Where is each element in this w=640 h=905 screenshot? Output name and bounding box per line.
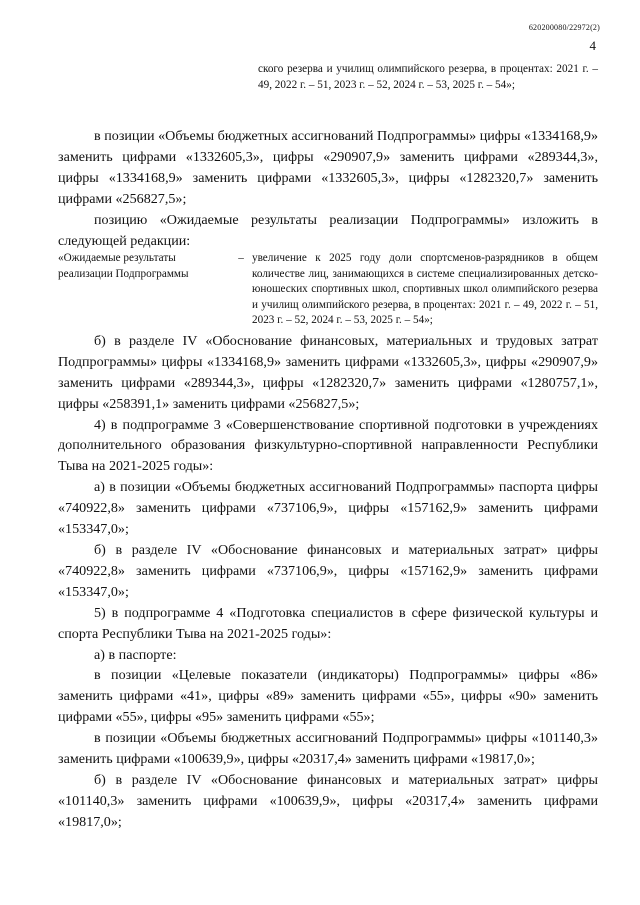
continued-fragment: ского резерва и училищ олимпийского резерва, в процентах: 2021 г. – 49, 2022 г. – 51, 2023 г. – 52, 2024 г. – 53, 2025 г. – 54»; — [258, 63, 598, 91]
paragraph: в позиции «Объемы бюджетных ассигнований Подпрограммы» цифры «1334168,9» заменить цифрами «1332605,3», цифры «290907,9» заменить цифрами «289344,3», цифры «1334168,9» заменить цифрами «1332605,3», цифры «1282320,7» заменить цифрами «256827,5»; — [58, 128, 598, 207]
table-dash: – — [238, 252, 244, 265]
table-right-cell: увеличение к 2025 году доли спортсменов-разрядников в общем количестве лиц, занимающихся в системе специализированных детско-юношеских спортивных школ, спортивных школ олимпийского резерва и училищ олимпийского резерва, в процентах: 2021 г. – 49, 2022 г. – 51, 2023 г. – 52, 2024 г. – 53, 2025 г. – 54»; — [252, 252, 598, 327]
paragraph: 4) в подпрограмме 3 «Совершенствование спортивной подготовки в учреждениях дополнительного образования физкультурно-спортивной направленности Республики Тыва на 2021-2025 годы»: — [58, 416, 598, 475]
paragraph: а) в паспорте: — [94, 646, 177, 663]
paragraph: б) в разделе IV «Обоснование финансовых и материальных затрат» цифры «740922,8» заменить цифрами «737106,9», цифры «157162,9» заменить цифрами «153347,0»; — [58, 542, 598, 600]
paragraph: позицию «Ожидаемые результаты реализации Подпрограммы» изложить в следующей редакции: — [58, 211, 598, 249]
page-number: 4 — [589, 38, 596, 53]
document-number: 620200080/22972(2) — [528, 23, 600, 32]
paragraph: в позиции «Объемы бюджетных ассигнований Подпрограммы» цифры «101140,3» заменить цифрами «100639,9», цифры «20317,4» заменить цифрами «19817,0»; — [58, 730, 598, 768]
document-body — [58, 126, 598, 833]
paragraph: в позиции «Целевые показатели (индикаторы) Подпрограммы» цифры «86» заменить цифрами «41», цифры «89» заменить цифрами «55», цифры «90» заменить цифрами «55», цифры «95» заменить цифрами «55»; — [58, 667, 598, 726]
inserted-table — [58, 251, 598, 329]
paragraph: б) в разделе IV «Обоснование финансовых, материальных и трудовых затрат Подпрограммы» цифры «1334168,9» заменить цифрами «1332605,3», цифры «290907,9» заменить цифрами «289344,3», цифры «1282320,7» заменить цифрами «1280757,1», цифры «258391,1» заменить цифрами «256827,5»; — [58, 332, 598, 412]
table-left-cell: «Ожидаемые результаты реализации Подпрограммы — [58, 252, 189, 280]
paragraph: б) в разделе IV «Обоснование финансовых и материальных затрат» цифры «101140,3» заменить цифрами «100639,9», цифры «20317,4» заменить цифрами «19817,0»; — [58, 771, 598, 830]
paragraph: а) в позиции «Объемы бюджетных ассигнований Подпрограммы» паспорта цифры «740922,8» заменить цифрами «737106,9», цифры «157162,9» заменить цифрами «153347,0»; — [58, 479, 598, 538]
paragraph: 5) в подпрограмме 4 «Подготовка специалистов в сфере физической культуры и спорта Республики Тыва на 2021-2025 годы»: — [58, 604, 598, 642]
